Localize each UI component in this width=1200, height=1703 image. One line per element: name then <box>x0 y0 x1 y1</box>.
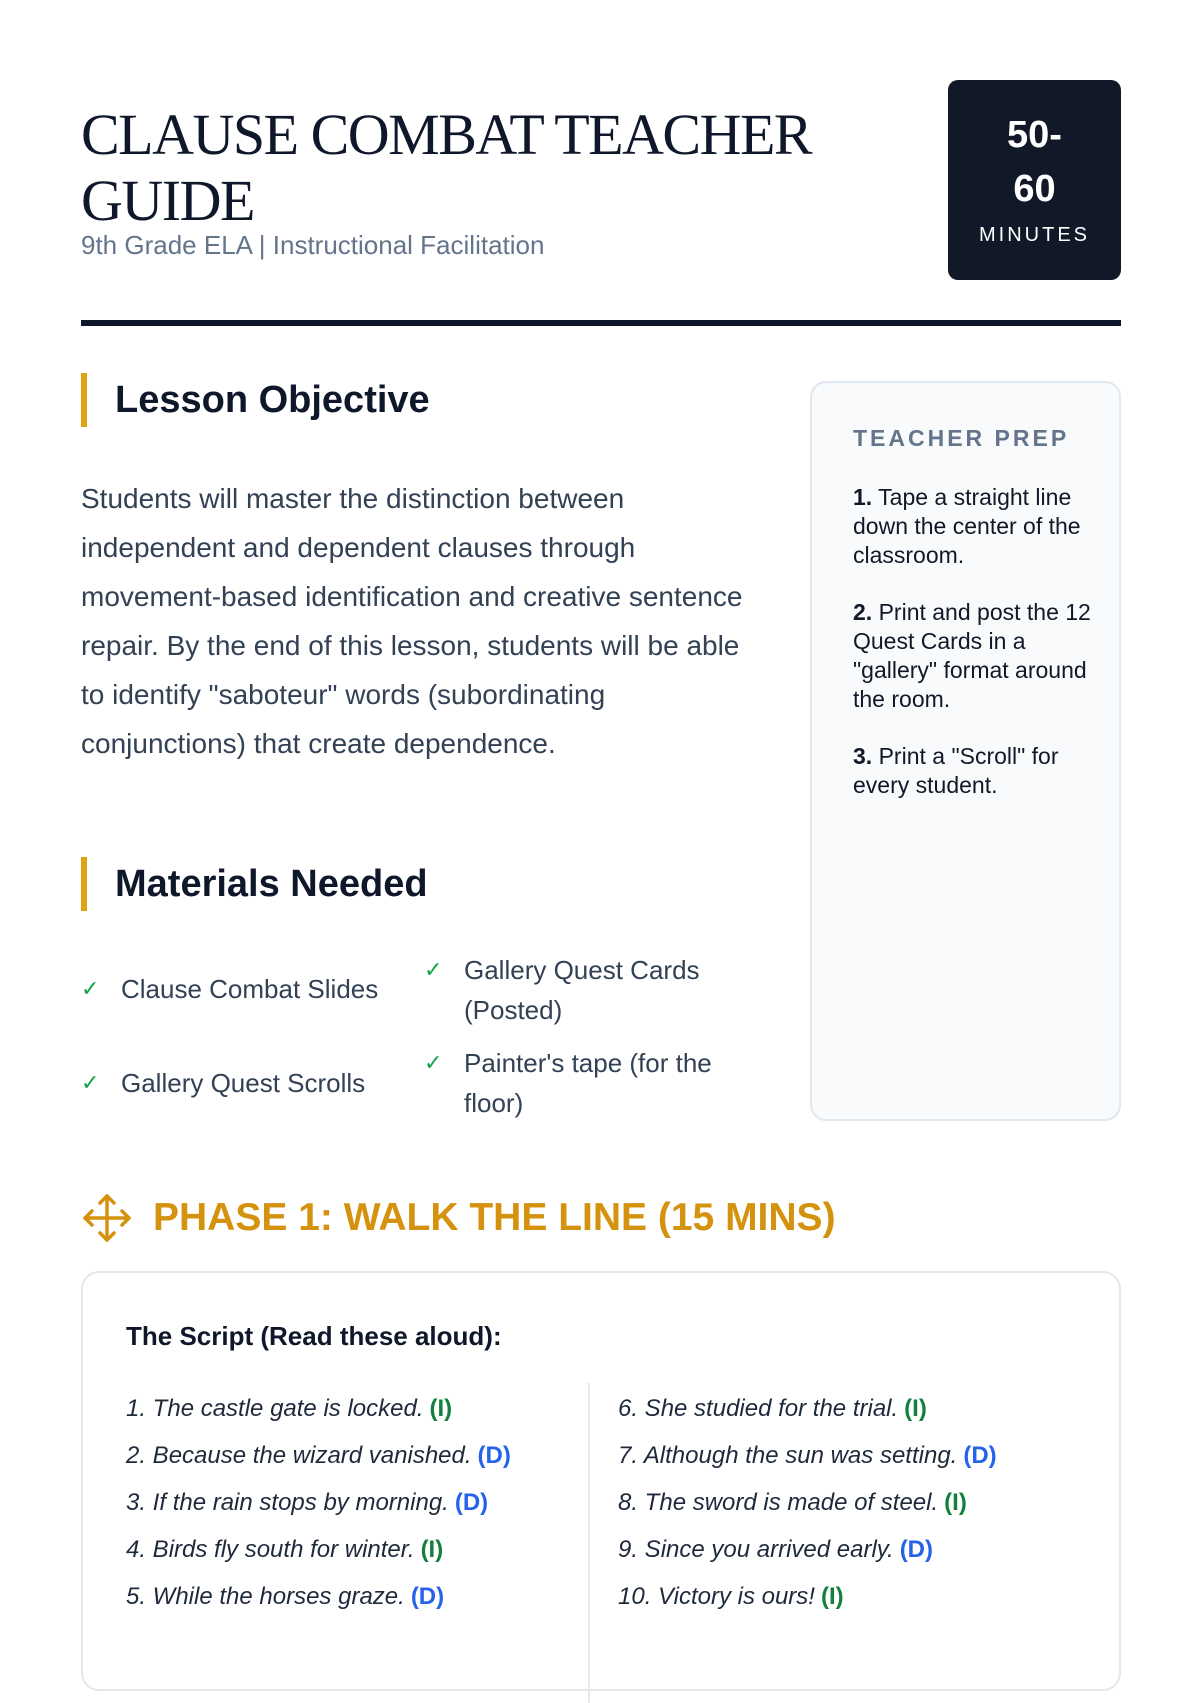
sentence-text: 6. She studied for the trial. <box>618 1395 899 1422</box>
materials-heading-block <box>81 857 428 911</box>
phase-1-heading <box>81 1190 836 1246</box>
checkmark-icon: ✓ <box>424 957 443 982</box>
prep-step <box>853 483 1093 570</box>
teacher-prep-label: TEACHER PREP <box>853 425 1070 451</box>
clause-tag: (I) <box>944 1489 967 1516</box>
objective-heading-block <box>81 373 430 427</box>
sentence-text: 10. Victory is ours! <box>618 1583 815 1610</box>
page-subtitle: 9th Grade ELA | Instructional Facilitation <box>81 230 545 260</box>
teacher-prep-panel <box>810 381 1121 1121</box>
script-sentence <box>618 1432 997 1479</box>
script-sentence <box>126 1573 511 1620</box>
script-sentence <box>618 1385 997 1432</box>
duration-unit: MINUTES <box>979 224 1090 246</box>
clause-tag: (D) <box>454 1489 489 1516</box>
script-sentence <box>126 1479 511 1526</box>
clause-tag: (I) <box>904 1395 927 1422</box>
prep-step-number: 3. <box>853 743 873 769</box>
script-sentence <box>618 1573 997 1620</box>
prep-step-number: 2. <box>853 599 873 625</box>
prep-step-text: Tape a straight line down the center of the classroom. <box>853 484 1081 568</box>
script-sentence <box>618 1479 997 1526</box>
prep-step-number: 1. <box>853 484 873 510</box>
sentence-text: 3. If the rain stops by morning. <box>126 1489 449 1516</box>
script-sentence <box>126 1526 511 1573</box>
sentence-text: 5. While the horses graze. <box>126 1583 405 1610</box>
material-item <box>424 950 744 1030</box>
checkmark-icon: ✓ <box>81 976 100 1001</box>
page-title: CLAUSE COMBAT TEACHER GUIDE <box>81 102 812 233</box>
clause-tag: (D) <box>963 1442 997 1469</box>
clause-tag: (I) <box>429 1395 453 1422</box>
clause-tag: (D) <box>477 1442 511 1469</box>
teacher-prep-steps <box>853 483 1093 828</box>
sentence-text: 4. Birds fly south for winter. <box>126 1536 415 1563</box>
phase-1-title: PHASE 1: WALK THE LINE (15 MINS) <box>153 1196 836 1239</box>
prep-step-text: Print and post the 12 Quest Cards in a "gallery" format around the room. <box>853 599 1091 712</box>
material-label: Gallery Quest Scrolls <box>121 1068 366 1098</box>
duration-value: 50- 60 <box>1007 114 1062 210</box>
material-item <box>81 969 411 1009</box>
prep-step <box>853 598 1093 714</box>
clause-tag: (I) <box>820 1583 844 1610</box>
prep-step <box>853 742 1093 800</box>
clause-tag: (D) <box>410 1583 445 1610</box>
clause-tag: (I) <box>420 1536 444 1563</box>
material-label: Clause Combat Slides <box>121 974 379 1004</box>
material-label: Painter's tape (for the floor) <box>464 1048 712 1118</box>
objective-text: Students will master the distinction between independent and dependent clauses through movement-based identification and creative sentence repair. By the end of this lesson, students will be able to identify "saboteur" words (subordinating conjunctions) that create dependence. <box>81 483 743 759</box>
material-item <box>81 1063 411 1103</box>
script-sentence <box>618 1526 997 1573</box>
sentence-text: 1. The castle gate is locked. <box>126 1395 424 1422</box>
script-heading: The Script (Read these aloud): <box>126 1321 502 1351</box>
material-label: Gallery Quest Cards (Posted) <box>464 955 700 1025</box>
move-arrows-icon <box>81 1192 133 1244</box>
column-divider <box>588 1383 590 1703</box>
sentence-text: 2. Because the wizard vanished. <box>126 1442 472 1469</box>
duration-badge <box>948 80 1121 280</box>
materials-heading: Materials Needed <box>115 863 428 905</box>
sentence-text: 7. Although the sun was setting. <box>618 1442 958 1469</box>
prep-step-text: Print a "Scroll" for every student. <box>853 743 1059 798</box>
sentence-text: 9. Since you arrived early. <box>618 1536 894 1563</box>
script-column-right <box>618 1385 997 1620</box>
checkmark-icon: ✓ <box>424 1050 443 1075</box>
script-sentence <box>126 1385 511 1432</box>
script-column-left <box>126 1385 511 1620</box>
checkmark-icon: ✓ <box>81 1070 100 1095</box>
sentence-text: 8. The sword is made of steel. <box>618 1489 939 1516</box>
header <box>81 80 1121 330</box>
material-item <box>424 1043 744 1123</box>
script-sentence <box>126 1432 511 1479</box>
header-divider <box>81 320 1121 326</box>
clause-tag: (D) <box>899 1536 934 1563</box>
objective-heading: Lesson Objective <box>115 379 430 421</box>
script-card <box>81 1271 1121 1691</box>
